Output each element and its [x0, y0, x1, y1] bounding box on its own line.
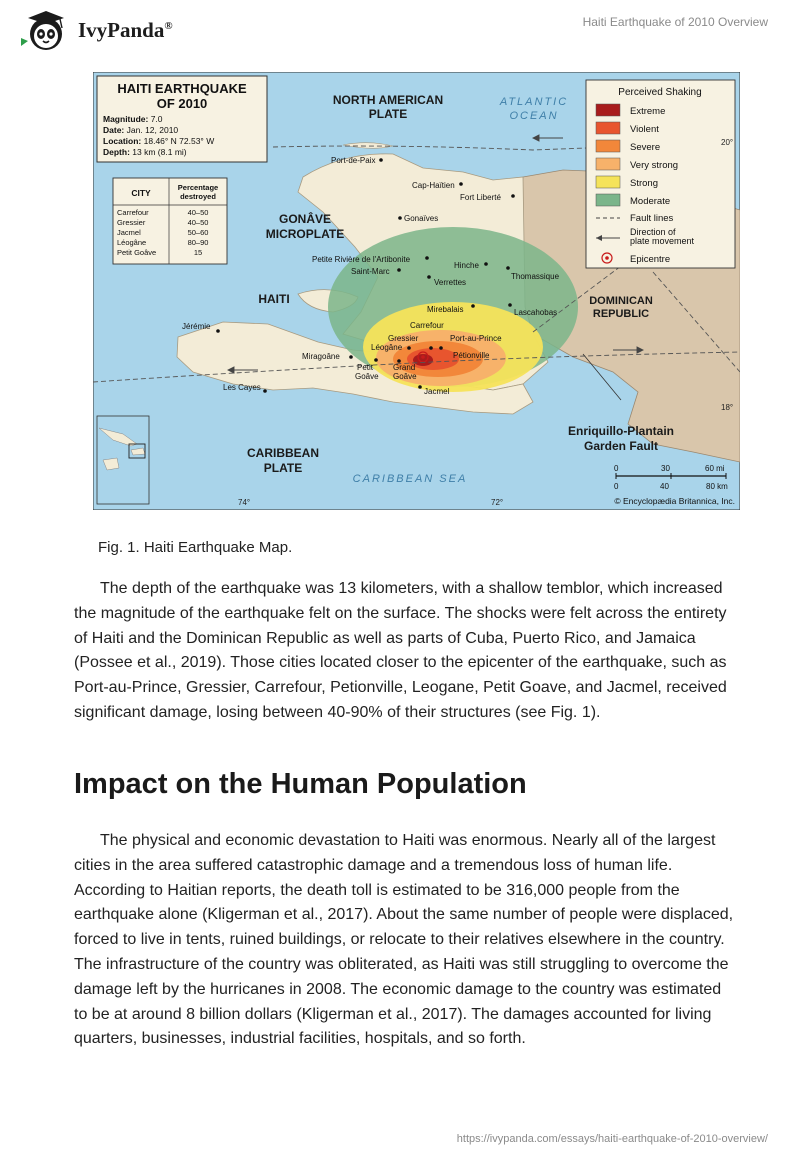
coord-lat18: 18° — [721, 403, 734, 412]
figure-caption: Fig. 1. Haiti Earthquake Map. — [98, 539, 293, 556]
scale-top-30: 30 — [661, 464, 670, 473]
fact-value: 13 km (8.1 mi) — [132, 147, 187, 157]
label-dr-2: REPUBLIC — [592, 308, 650, 320]
panda-logo-icon — [16, 8, 72, 52]
legend-label: Extreme — [630, 106, 666, 117]
city-petite-riviere: Petite Rivière de l'Artibonite — [312, 255, 411, 264]
label-fault-name: Enriquillo-Plantain — [567, 424, 675, 438]
svg-text:Date: Jan. 12, 2010 — [103, 125, 178, 135]
legend-swatch — [596, 158, 620, 170]
map-title-line1: HAITI EARTHQUAKE — [117, 81, 247, 96]
table-city: Gressier — [117, 218, 146, 227]
page-header — [0, 0, 800, 60]
scale-bottom-0: 0 — [614, 482, 619, 491]
city-les-cayes: Les Cayes — [223, 383, 261, 392]
label-na-plate: NORTH AMERICAN — [332, 93, 444, 107]
scale-bottom-40: 40 — [660, 482, 669, 491]
shaking-legend — [586, 80, 735, 268]
label-haiti: HAITI — [258, 292, 290, 306]
legend-label: Severe — [630, 142, 661, 153]
fact-label: Date: — [103, 125, 125, 135]
city-gonaives: Gonaïves — [404, 214, 439, 223]
label-caribbean-plate-2: PLATE — [263, 461, 303, 475]
svg-text:Location: 18.46° N 72.53° W — [103, 136, 214, 146]
legend-title: Perceived Shaking — [618, 87, 702, 98]
legend-direction-line1: Direction of — [630, 227, 676, 237]
city-carrefour: Carrefour — [410, 321, 444, 330]
label-atlantic: ATLANTIC — [499, 96, 569, 108]
city-miragoane: Miragoâne — [302, 352, 340, 361]
city-petionville: Pétionville — [453, 351, 490, 360]
document-title: Haiti Earthquake of 2010 Overview — [582, 15, 768, 29]
coord-lon74: 74° — [238, 498, 251, 507]
fact-label: Magnitude: — [103, 114, 149, 124]
city-fort-liberte: Fort Liberté — [460, 193, 501, 202]
map-credit: © Encyclopædia Britannica, Inc. — [614, 496, 735, 506]
city-grand-goave: Grand — [393, 363, 416, 372]
label-caribbean-sea: CARIBBEAN SEA — [352, 473, 468, 485]
section-heading: Impact on the Human Population — [74, 768, 527, 800]
legend-swatch — [596, 194, 620, 206]
table-pct: 40–50 — [187, 208, 209, 217]
fact-value: 7.0 — [150, 114, 163, 124]
city-petit-goave: Petit — [357, 363, 374, 372]
coord-lat20: 20° — [721, 138, 734, 147]
coord-lon72: 72° — [491, 498, 504, 507]
city-destruction-table — [113, 178, 227, 264]
city-verrettes: Verrettes — [434, 278, 467, 287]
map-title-line2: OF 2010 — [156, 96, 208, 111]
fact-label: Location: — [103, 136, 142, 146]
legend-label: Violent — [630, 124, 659, 135]
city-port-au-prince: Port-au-Prince — [450, 334, 502, 343]
logo[interactable] — [16, 8, 173, 52]
city-port-de-paix: Port-de-Paix — [331, 156, 376, 165]
label-gonave-2: MICROPLATE — [265, 227, 345, 241]
haiti-earthquake-map — [93, 72, 740, 510]
scale-top-0: 0 — [614, 464, 619, 473]
city-saint-marc: Saint-Marc — [351, 267, 390, 276]
table-pct: 15 — [193, 248, 203, 257]
legend-direction-line2: plate movement — [630, 236, 695, 246]
inset-caribbean-map — [97, 416, 149, 504]
table-city: Carrefour — [117, 208, 149, 217]
fact-value: 18.46° N 72.53° W — [143, 136, 215, 146]
legend-label: Very strong — [630, 160, 679, 171]
label-caribbean-plate: CARIBBEAN — [247, 446, 319, 460]
city-hinche: Hinche — [454, 261, 479, 270]
fact-label: Depth: — [103, 147, 130, 157]
paragraph: The physical and economic devastation to Haiti was enormous. Nearly all of the largest cities in the area suffered catastrophic damage and a tremendous loss of human life. According to Haitian reports, the death toll is estimated to be 316,000 people from the earthquake alone (Kligerman et al., 2017). About the same number of people were displaced, forced to live in tents, ruined buildings, or relocate to their relatives elsewhere in the country. The infrastructure of the country was obliterated, as Haiti was still struggling to overcome the damage left by the hurricanes in 2008. The economic damage to the country was estimated to be at around 8 billion dollars (Kligerman et al., 2017). The damages accounted for living quarters, businesses, industrial facilities, hospitals, and so forth. — [74, 832, 734, 1048]
logo-text: IvyPanda® — [78, 17, 173, 42]
city-lascahobas: Lascahobas — [514, 308, 558, 317]
table-pct: 40–50 — [187, 218, 209, 227]
label-na-plate-2: PLATE — [368, 107, 408, 121]
city-jacmel: Jacmel — [424, 387, 450, 396]
city-thomassique: Thomassique — [511, 272, 560, 281]
city-gressier: Gressier — [388, 334, 419, 343]
table-header-pct-line1: Percentage — [177, 183, 219, 192]
legend-epicentre-label: Epicentre — [630, 254, 671, 265]
city-petit-goave-2: Goâve — [355, 372, 379, 381]
label-fault-name-2: Garden Fault — [583, 439, 659, 453]
table-city: Jacmel — [117, 228, 141, 237]
svg-text:Depth: 13 km (8.1 mi) — [103, 147, 187, 157]
city-mirebalais: Mirebalais — [427, 305, 464, 314]
source-url[interactable]: https://ivypanda.com/essays/haiti-earthquake-of-2010-overview/ — [456, 1133, 768, 1145]
fact-value: Jan. 12, 2010 — [126, 125, 179, 135]
scale-top-60: 60 mi — [705, 464, 725, 473]
table-header-city: CITY — [131, 188, 151, 198]
city-jeremie: Jérémie — [182, 322, 211, 331]
legend-label: Moderate — [630, 196, 671, 207]
city-grand-goave-2: Goâve — [393, 372, 417, 381]
table-header-pct-line2: destroyed — [180, 192, 216, 201]
legend-swatch — [596, 140, 620, 152]
svg-text:Magnitude: 7.0 — [103, 114, 163, 124]
table-pct: 80–90 — [187, 238, 209, 247]
table-city: Petit Goâve — [117, 248, 157, 257]
label-dr: DOMINICAN — [589, 295, 653, 307]
paragraph: The depth of the earthquake was 13 kilometers, with a shallow temblor, which increased the magnitude of the earthquake felt on the surface. The shocks were felt across the entirety of Haiti and the Dominican Republic as well as parts of Cuba, Puerto Rico, and Jamaica (Possee et al., 2019). Those cities located closer to the epicenter of the earthquake, such as Port-au-Prince, Gressier, Carrefour, Petionville, Leogane, Petit Goave, and Jacmel, received significant damage, losing between 40-90% of their structures (see Fig. 1). — [74, 580, 727, 721]
legend-label: Strong — [630, 178, 658, 189]
legend-swatch — [596, 104, 620, 116]
scale-bottom-80: 80 km — [706, 482, 728, 491]
epicenter-dot — [421, 355, 425, 359]
label-atlantic-2: OCEAN — [509, 110, 559, 122]
legend-swatch — [596, 122, 620, 134]
table-city: Léogâne — [117, 238, 147, 247]
label-gonave: GONÂVE — [278, 212, 332, 226]
legend-swatch — [596, 176, 620, 188]
city-cap-haitien: Cap-Haïtien — [412, 181, 455, 190]
legend-fault-label: Fault lines — [630, 213, 674, 224]
table-pct: 50–60 — [187, 228, 209, 237]
city-leogane: Léogâne — [371, 343, 403, 352]
